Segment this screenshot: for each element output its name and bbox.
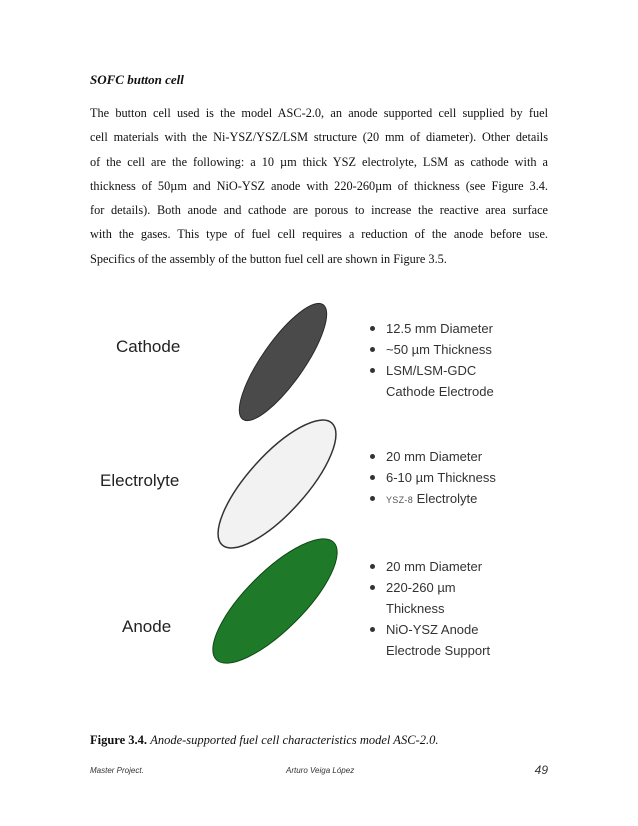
paragraph-line: of the cell are the following: a 10 µm thick YSZ electrolyte, LSM as cathode with a <box>90 154 548 169</box>
cathode-disc <box>226 293 341 432</box>
anode-disc <box>196 522 354 680</box>
bullet-icon <box>370 475 375 480</box>
page-footer <box>90 763 548 779</box>
bullet-icon <box>370 326 375 331</box>
bullet-icon <box>370 627 375 632</box>
electrolyte-specs <box>370 446 496 511</box>
bullet-icon <box>370 347 375 352</box>
section-heading: SOFC button cell <box>90 72 184 87</box>
spec-item: 20 mm Diameter <box>370 446 496 467</box>
spec-item-continued: Cathode Electrode <box>386 384 494 399</box>
spec-item: 20 mm Diameter <box>370 556 490 577</box>
page-number: 49 <box>534 763 548 777</box>
anode-label: Anode <box>122 617 172 636</box>
anode-specs <box>370 556 490 661</box>
caption-label: Figure 3.4. <box>90 733 148 747</box>
cathode-label: Cathode <box>116 337 181 356</box>
cathode-specs <box>370 318 494 402</box>
spec-item: 6-10 µm Thickness <box>370 467 496 488</box>
spec-item: LSM/LSM-GDC <box>370 360 494 381</box>
paragraph-line: with the gases. This type of fuel cell requires a reduction of the anode before use. <box>90 227 548 242</box>
spec-item: YSZ-8 Electrolyte <box>370 488 496 511</box>
bullet-icon <box>370 368 375 373</box>
spec-item: 12.5 mm Diameter <box>370 318 494 339</box>
spec-item-continued: Electrode Support <box>386 643 491 658</box>
paragraph-line: for details). Both anode and cathode are porous to increase the reactive area surface <box>90 203 548 218</box>
body-paragraph <box>90 101 548 271</box>
spec-item-continued: Thickness <box>386 601 445 616</box>
spec-item: NiO-YSZ Anode <box>370 619 490 640</box>
paragraph-line: Specifics of the assembly of the button fuel cell are shown in Figure 3.5. <box>90 251 447 266</box>
footer-author: Arturo Veiga López <box>286 766 355 775</box>
bullet-icon <box>370 564 375 569</box>
caption-text: Anode-supported fuel cell characteristics model ASC-2.0. <box>150 733 439 747</box>
paragraph-line: cell materials with the Ni-YSZ/YSZ/LSM structure (20 mm of diameter). Other details <box>90 130 548 145</box>
electrolyte-disc <box>201 404 354 565</box>
electrolyte-label: Electrolyte <box>100 471 180 490</box>
paragraph-line: The button cell used is the model ASC-2.0, an anode supported cell supplied by fuel <box>90 106 548 120</box>
bullet-icon <box>370 496 375 501</box>
paragraph-line: thickness of 50µm and NiO-YSZ anode with 220-260µm of thickness (see Figure 3.4. <box>90 178 548 193</box>
ysz8-prefix: YSZ-8 <box>386 495 414 505</box>
footer-project: Master Project. <box>90 766 144 775</box>
figure-caption <box>90 733 438 748</box>
spec-item: ~50 µm Thickness <box>370 339 494 360</box>
spec-item: 220-260 µm <box>370 577 490 598</box>
bullet-icon <box>370 585 375 590</box>
bullet-icon <box>370 454 375 459</box>
